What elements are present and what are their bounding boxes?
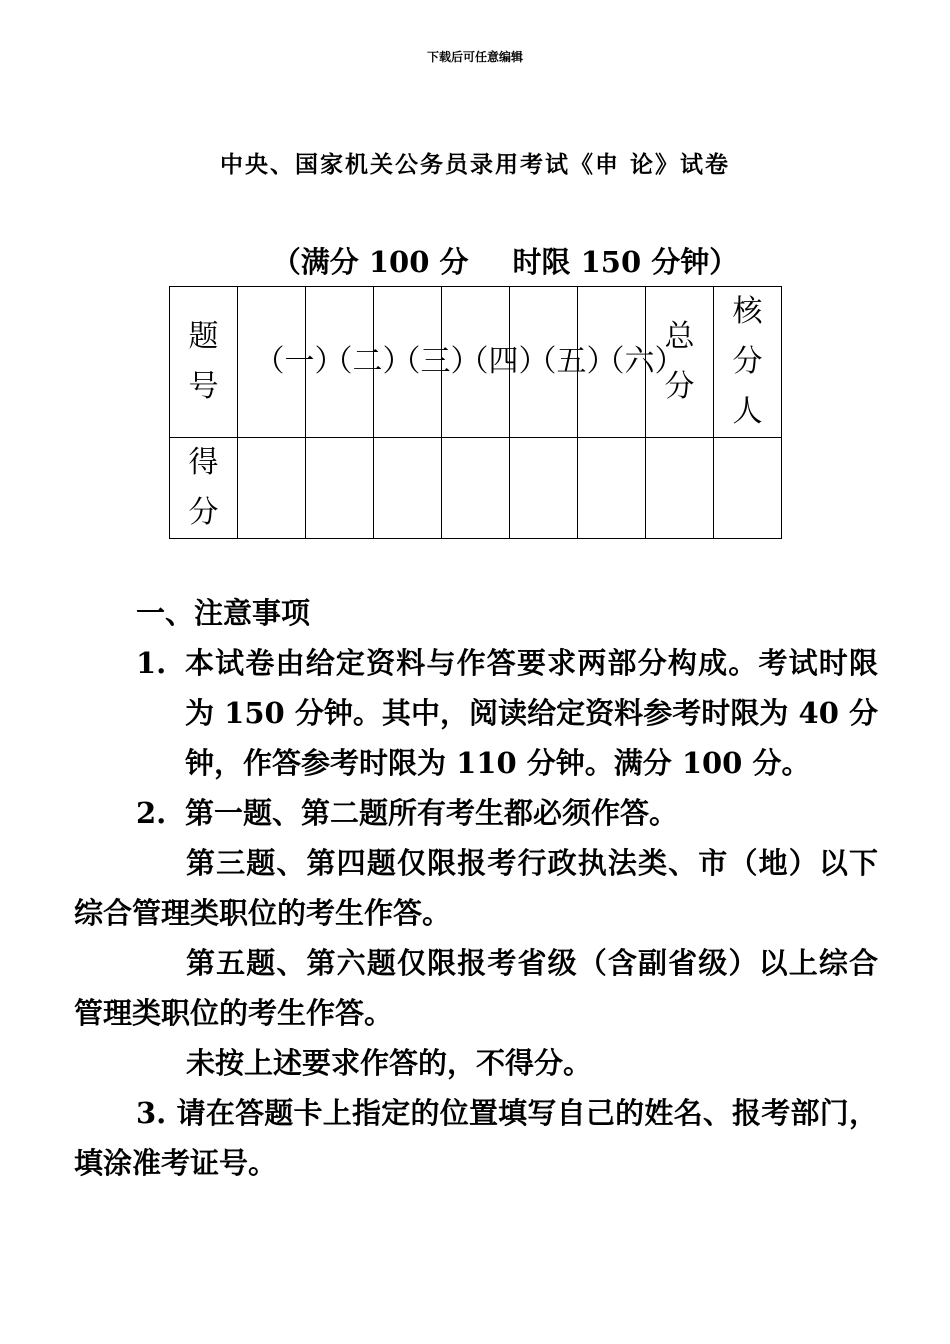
score-cell-2[interactable] [306, 438, 374, 539]
question-number-row [170, 287, 782, 438]
note-item-3: 3. 请在答题卡上指定的位置填写自己的姓名、报考部门，填涂准考证号。 [74, 1096, 878, 1180]
note-paragraph-b: 第五题、第六题仅限报考省级（含副省级）以上综合管理类职位的考生作答。 [74, 946, 878, 1030]
score-cell-total[interactable] [646, 438, 714, 539]
question-number-header: 题号 [170, 287, 238, 438]
note-paragraph-a: 第三题、第四题仅限报考行政执法类、市（地）以下综合管理类职位的考生作答。 [74, 846, 878, 930]
checker-header: 核分人 [714, 287, 782, 438]
full-score-label: （满分 100 分 [271, 245, 469, 279]
score-table [169, 286, 782, 539]
score-cell-3[interactable] [374, 438, 442, 539]
note-item-1 [0, 638, 950, 788]
column-header-6: （六） [578, 287, 646, 438]
column-header-5: （五） [510, 287, 578, 438]
note-item-2 [0, 788, 950, 838]
score-row [170, 438, 782, 539]
score-cell-6[interactable] [578, 438, 646, 539]
note-text-1: 本试卷由给定资料与作答要求两部分构成。考试时限为 150 分钟。其中，阅读给定资料参考时限为 40 分钟，作答参考时限为 110 分钟。满分 100 分。 [185, 646, 878, 780]
notes-heading: 一、注意事项 [136, 596, 311, 630]
score-cell-5[interactable] [510, 438, 578, 539]
score-cell-1[interactable] [238, 438, 306, 539]
time-limit-label: 时限 150 分钟） [512, 245, 739, 279]
note-paragraph-c: 未按上述要求作答的，不得分。 [186, 1046, 593, 1080]
note-number-1: 1. [136, 646, 167, 680]
column-header-4: （四） [442, 287, 510, 438]
column-header-1: （一） [238, 287, 306, 438]
note-number-2: 2. [136, 796, 167, 830]
total-score-header: 总分 [646, 287, 714, 438]
header-note: 下载后可任意编辑 [426, 50, 523, 64]
document-title: 中央、国家机关公务员录用考试《申 论》试卷 [219, 151, 730, 178]
document-subtitle [0, 240, 950, 281]
column-header-2: （二） [306, 287, 374, 438]
score-cell-4[interactable] [442, 438, 510, 539]
note-text-2: 第一题、第二题所有考生都必须作答。 [185, 796, 679, 830]
score-cell-checker[interactable] [714, 438, 782, 539]
notes-section [0, 588, 950, 1188]
column-header-3: （三） [374, 287, 442, 438]
score-row-header: 得分 [170, 438, 238, 539]
